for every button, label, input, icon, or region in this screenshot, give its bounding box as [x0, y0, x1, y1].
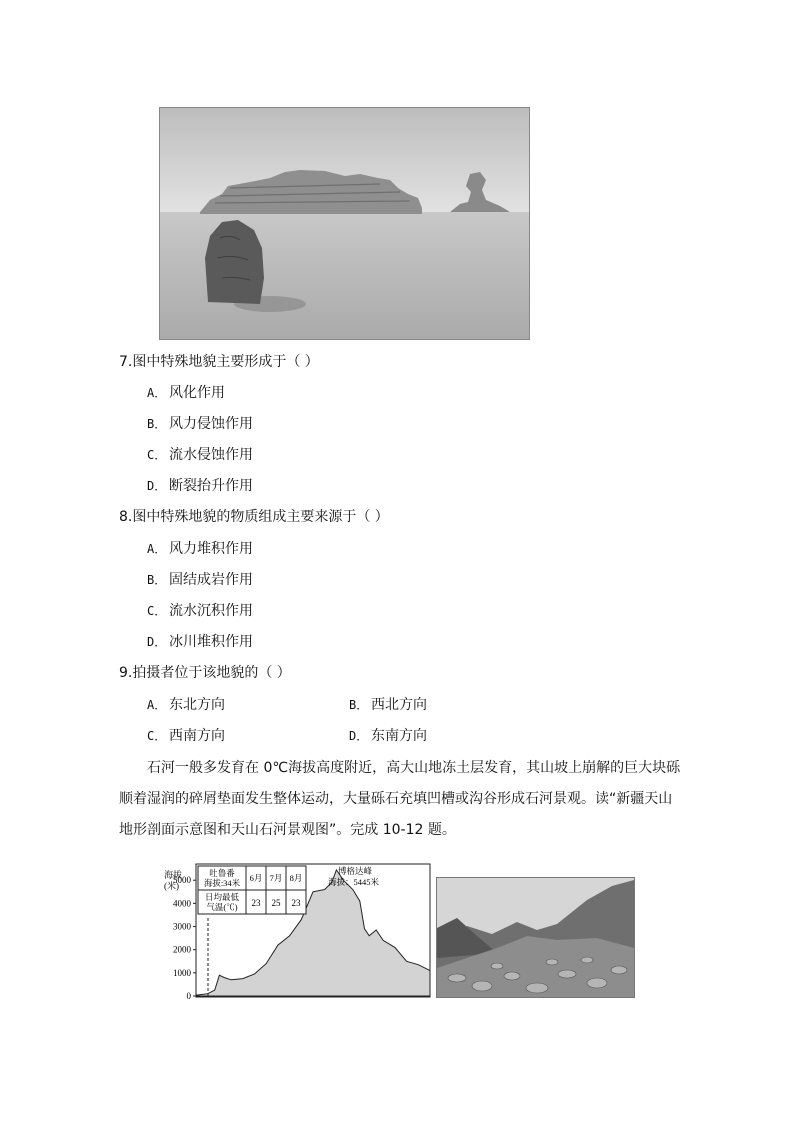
stone-river-drawing [437, 878, 634, 997]
question-8-stem: 8.图中特殊地貌的物质组成主要来源于（ ） [119, 509, 389, 525]
option-text: 流水侵蚀作用 [169, 447, 253, 463]
option-text: 风力侵蚀作用 [169, 416, 253, 432]
option-key: B． [147, 573, 167, 587]
option-key: A． [147, 698, 167, 712]
passage-line-1: 石河一般多发育在 0℃海拔高度附近，高大山地冻土层发育，其山坡上崩解的巨大块砾 [147, 760, 681, 776]
standing-stone [205, 220, 264, 304]
option-key: A． [147, 542, 167, 556]
climate-table [198, 866, 306, 914]
table-month: 8月 [289, 873, 303, 883]
q9-option-a[interactable] [147, 696, 225, 714]
y-tick-label: 5000 [173, 875, 191, 886]
option-text: 西南方向 [169, 728, 225, 744]
option-text: 流水沉积作用 [169, 603, 253, 619]
table-row-label-2: 气温(℃) [206, 902, 238, 912]
option-key: A． [147, 386, 167, 400]
y-tick-label: 2000 [173, 944, 191, 955]
landform-photo-drawing [160, 108, 529, 339]
option-text: 冰川堆积作用 [169, 634, 253, 650]
option-key: D． [147, 479, 167, 493]
terrain-profile-chart [160, 862, 432, 1000]
q7-option-d[interactable] [147, 477, 253, 495]
q7-option-b[interactable] [147, 415, 253, 433]
q8-option-a[interactable] [147, 540, 253, 558]
q9-option-c[interactable] [147, 727, 225, 745]
option-text: 东北方向 [169, 697, 225, 713]
option-key: C． [147, 448, 167, 462]
y-tick-label: 1000 [173, 967, 191, 978]
y-axis-label-line2: (米) [164, 881, 179, 891]
q9-option-b[interactable] [349, 696, 427, 714]
peak-elevation: 海拔：5445米 [328, 877, 380, 887]
question-9-stem: 9.拍摄者位于该地貌的（ ） [119, 665, 291, 681]
option-text: 西北方向 [371, 697, 427, 713]
option-text: 断裂抬升作用 [169, 478, 253, 494]
q9-option-d[interactable] [349, 727, 427, 745]
table-row-label-1: 日均最低 [204, 892, 240, 902]
option-text: 东南方向 [371, 728, 427, 744]
q7-option-c[interactable] [147, 446, 253, 464]
option-key: B． [349, 698, 369, 712]
y-axis-label-line1: 海拔 [164, 870, 183, 880]
passage-line-2: 顺着湿润的碎屑垫面发生整体运动，大量砾石充填凹槽或沟谷形成石河景观。读“新疆天山 [119, 791, 673, 807]
q8-option-c[interactable] [147, 602, 253, 620]
q7-option-a[interactable] [147, 384, 225, 402]
option-key: C． [147, 604, 167, 618]
table-month: 7月 [269, 873, 283, 883]
option-key: B． [147, 417, 167, 431]
stone-river-photo [436, 877, 635, 998]
y-tick-label: 0 [186, 991, 191, 1000]
option-key: D． [147, 635, 167, 649]
passage-line-3: 地形剖面示意图和天山石河景观图”。完成 10-12 题。 [119, 822, 456, 838]
option-key: D． [349, 729, 369, 743]
option-key: C． [147, 729, 167, 743]
table-value: 25 [271, 898, 281, 908]
option-text: 固结成岩作用 [169, 572, 253, 588]
table-value: 23 [291, 898, 301, 908]
y-tick-label: 4000 [173, 898, 191, 909]
peak-name: 博格达峰 [338, 866, 373, 876]
y-tick-label: 3000 [173, 921, 191, 932]
table-place-elev: 海拔:34米 [203, 878, 241, 888]
option-text: 风力堆积作用 [169, 541, 253, 557]
option-text: 风化作用 [169, 385, 225, 401]
table-value: 23 [251, 898, 261, 908]
terrain-profile-svg [160, 862, 432, 1000]
q8-option-b[interactable] [147, 571, 253, 589]
question-7-stem: 7.图中特殊地貌主要形成于（ ） [119, 354, 319, 370]
table-month: 6月 [249, 873, 263, 883]
q8-option-d[interactable] [147, 633, 253, 651]
landform-photo [159, 107, 530, 340]
table-place: 吐鲁番 [209, 868, 235, 878]
